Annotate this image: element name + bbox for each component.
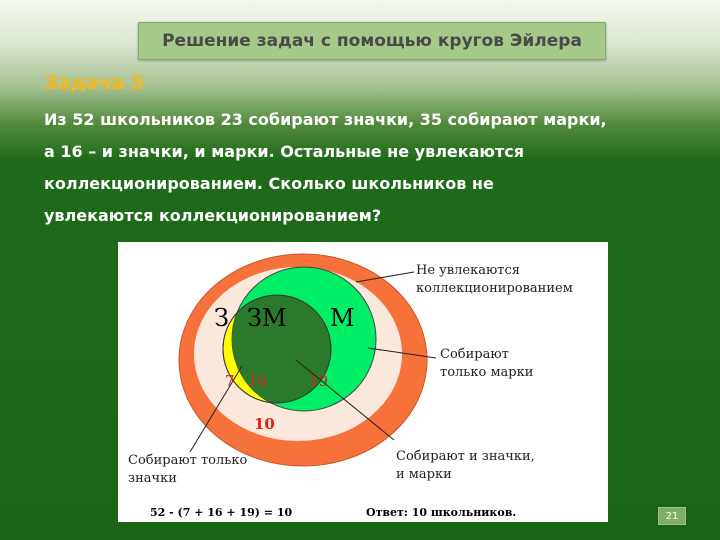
callout-badges-only — [128, 453, 251, 486]
task-line: увлекаются коллекционированием? — [44, 206, 382, 225]
callout-not-collecting — [416, 263, 573, 296]
formula: 52 - (7 + 16 + 19) = 10 — [150, 506, 293, 519]
count-z-only: 7 — [225, 372, 235, 390]
task-text — [44, 104, 684, 232]
callout-stamps-only — [440, 347, 533, 380]
label-m: М — [330, 304, 355, 332]
slide-title — [138, 22, 606, 60]
label-z: З — [214, 304, 229, 332]
page-number-text: 21 — [665, 510, 679, 522]
callout-not-collecting-line2: коллекционированием — [416, 281, 573, 296]
callout-badges-only-line1: Собирают только — [128, 453, 248, 468]
callout-both-line1: Собирают и значки, — [396, 449, 535, 464]
callout-stamps-only-line2: только марки — [440, 365, 534, 380]
count-zm: 16 — [248, 372, 268, 390]
callout-stamps-only-line1: Собирают — [440, 347, 509, 362]
count-m-only: 19 — [309, 372, 329, 390]
euler-diagram-figure — [118, 242, 608, 522]
task-line: коллекционированием. Сколько школьников не — [44, 174, 494, 193]
count-none: 10 — [254, 415, 275, 433]
label-zm: ЗМ — [247, 304, 287, 332]
slide-title-text: Решение задач с помощью кругов Эйлера — [162, 31, 582, 51]
answer: Ответ: 10 школьников. — [366, 506, 517, 519]
page-number — [658, 507, 686, 525]
task-line: Из 52 школьников 23 собирают значки, 35 собирают марки, — [44, 110, 607, 129]
callout-badges-only-line2: значки — [128, 471, 177, 486]
callout-both-line2: и марки — [396, 467, 452, 482]
callout-both — [396, 449, 539, 482]
task-line: а 16 – и значки, и марки. Остальные не увлекаются — [44, 142, 525, 161]
task-heading: Задача 5 — [44, 72, 145, 94]
callout-not-collecting-line1: Не увлекаются — [416, 263, 520, 278]
euler-diagram — [118, 242, 608, 522]
